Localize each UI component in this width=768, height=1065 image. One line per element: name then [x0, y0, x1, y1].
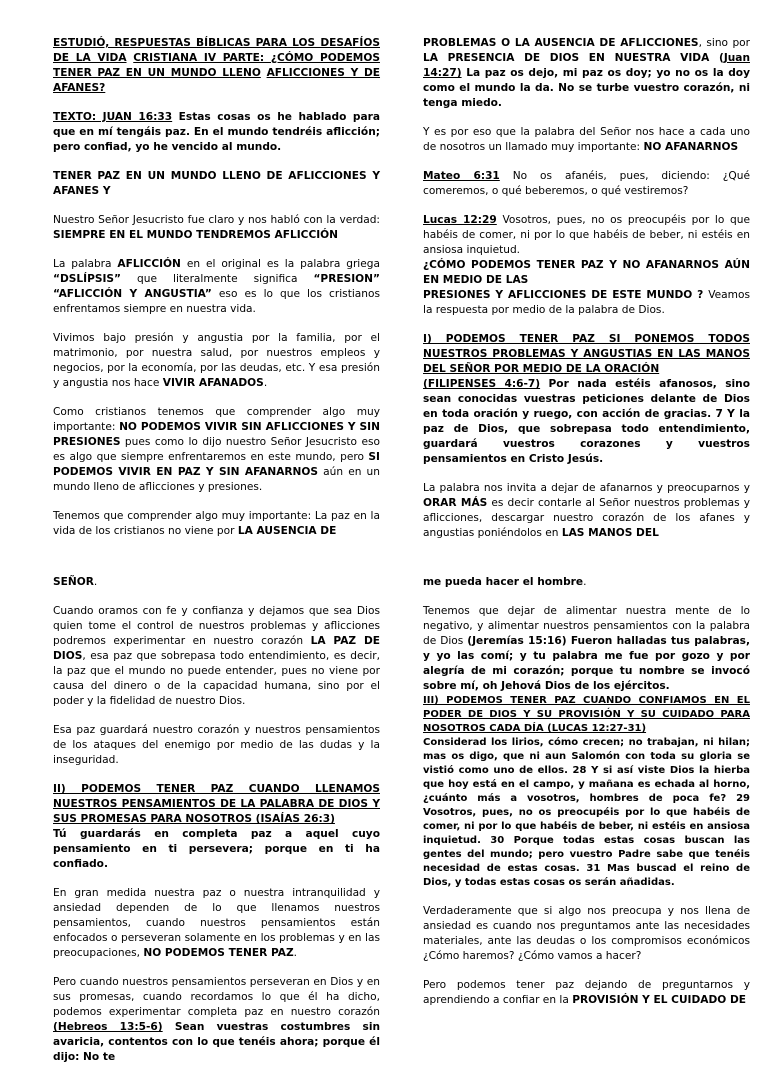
column-top-right: [423, 36, 750, 541]
question-heading: ¿CÓMO PODEMOS TENER PAZ Y NO AFANARNOS AÚN EN MEDIO DE LAS PRESIONES Y AFLICCIONES DE ESTE MUNDO ? Veamos la respuesta por medio de la palabra de Dios.: [423, 259, 750, 316]
section-heading-3: III) PODEMOS TENER PAZ CUANDO CONFIAMOS EN EL PODER DE DIOS Y SU PROVISIÓN Y SU CUIDADO PARA NOSOTROS CADA DÍA (LUCAS 12:27-31) Considerad los lirios, cómo crecen; no trabajan, ni hilan; mas os digo, que ni aun Salomón con toda su gloria se vistió como uno de ellos. 28 Y si así viste Dios la hierba que hoy está en el campo, y mañana es echada al horno, ¿cuánto más a vosotros, hombres de poca fe? 29 Vosotros, pues, no os preocupéis por lo que habéis de comer, ni por lo que habéis de beber, ni estéis en ansiosa inquietud. 30 Porque todas estas cosas buscan las gentes del mundo; pero vuestro Padre sabe que tenéis necesidad de estas cosas. 31 Mas buscad el reino de Dios, y todas estas cosas os serán añadidas.: [423, 695, 750, 888]
section-heading-2: II) PODEMOS TENER PAZ CUANDO LLENAMOS NUESTROS PENSAMIENTOS DE LA PALABRA DE DIOS Y SUS PROMESAS PARA NOSOTROS (ISAÍAS 26:3) Tú guardarás en completa paz a aquel cuyo pensamiento en ti persevera; porque en ti ha confiado.: [53, 783, 380, 870]
paragraph: Cuando oramos con fe y confianza y dejamos que sea Dios quien tome el control de nuestros problemas y aflicciones podremos experimentar en nuestro corazón LA PAZ DE DIOS, esa paz que sobrepasa todo entendimiento, es decir, la paz que el mundo no puede entender, pues no viene por causa del dinero o de la capacidad humana, sino por el poder y la fidelidad de nuestro Dios.: [53, 605, 380, 707]
key-text: TEXTO: JUAN 16:33 Estas cosas os he hablado para que en mí tengáis paz. En el mundo tendréis aflicción; pero confiad, yo he vencido al mundo.: [53, 111, 380, 153]
paragraph: Pero cuando nuestros pensamientos perseveran en Dios y en sus promesas, cuando recordamos lo que él ha dicho, podemos experimentar completa paz en nuestro corazón (Hebreos 13:5-6) Sean vuestras costumbres sin avaricia, contentos con lo que tenéis ahora; porque él dijo: No te: [53, 976, 380, 1063]
paragraph: Y es por eso que la palabra del Señor nos hace a cada uno de nosotros un llamado muy importante: NO AFANARNOS: [423, 126, 750, 153]
bible-verse: Mateo 6:31 No os afanéis, pues, diciendo: ¿Qué comeremos, o qué beberemos, o qué vestiremos?: [423, 170, 750, 197]
document-title: ESTUDIÓ, RESPUESTAS BÍBLICAS PARA LOS DESAFÍOS DE LA VIDA CRISTIANA IV PARTE: ¿CÓMO PODEMOS TENER PAZ EN UN MUNDO LLENO AFLICCIONES Y DE AFANES?: [53, 37, 381, 94]
paragraph: SEÑOR.: [53, 576, 98, 588]
paragraph: Pero podemos tener paz dejando de preguntarnos y aprendiendo a confiar en la PROVISIÓN Y EL CUIDADO DE: [423, 979, 750, 1006]
paragraph: me pueda hacer el hombre.: [423, 576, 587, 588]
paragraph: Tenemos que dejar de alimentar nuestra mente de lo negativo, y alimentar nuestros pensamientos con la palabra de Dios (Jeremías 15:16) Fueron halladas tus palabras, y yo las comí; y tu palabra me fue por gozo y por alegría de mi corazón; porque tu nombre se invocó sobre mí, oh Jehová Dios de los ejércitos.: [423, 605, 750, 692]
paragraph: Vivimos bajo presión y angustia por la familia, por el matrimonio, por nuestra salud, por nuestros empleos y negocios, por la economía, por las deudas, etc. Y esa presión y angustia nos hace VIVIR AFANADOS.: [53, 332, 380, 389]
paragraph: Verdaderamente que si algo nos preocupa y nos llena de ansiedad es cuando nos preguntamos ante las necesidades materiales, ante las deudas o los compromisos económicos ¿Cómo haremos? ¿Cómo vamos a hacer?: [423, 905, 750, 962]
section-subhead: TENER PAZ EN UN MUNDO LLENO DE AFLICCIONES Y AFANES Y: [53, 170, 380, 197]
paragraph: PROBLEMAS O LA AUSENCIA DE AFLICCIONES, sino por LA PRESENCIA DE DIOS EN NUESTRA VIDA (Juan 14:27) La paz os dejo, mi paz os doy; yo no os la doy como el mundo la da. No se turbe vuestro corazón, ni tenga miedo.: [423, 37, 751, 109]
column-bottom-left: [53, 575, 380, 1065]
bible-verse: Lucas 12:29 Vosotros, pues, no os preocupéis por lo que habéis de comer, ni por lo que habéis de beber, ni estéis en ansiosa inquietud.: [423, 214, 751, 256]
paragraph: Tenemos que comprender algo muy importante: La paz en la vida de los cristianos no viene por LA AUSENCIA DE: [53, 510, 380, 537]
paragraph: Esa paz guardará nuestro corazón y nuestros pensamientos de los ataques del enemigo por medio de las dudas y la inseguridad.: [53, 724, 380, 766]
paragraph: La palabra AFLICCIÓN en el original es la palabra griega “DSLÍPSIS” que literalmente significa “PRESION” “AFLICCIÓN Y ANGUSTIA” eso es lo que los cristianos enfrentamos siempre en nuestra vida.: [53, 258, 380, 315]
column-bottom-right: [423, 575, 750, 1008]
paragraph: En gran medida nuestra paz o nuestra intranquilidad y ansiedad dependen de lo que llenamos nuestros pensamientos, cuando nuestros pensamientos están enfocados o perseveran solamente en los problemas y en las preocupaciones, NO PODEMOS TENER PAZ.: [53, 887, 380, 959]
section-heading-1: I) PODEMOS TENER PAZ SI PONEMOS TODOS NUESTROS PROBLEMAS Y ANGUSTIAS EN LAS MANOS DEL SEÑOR POR MEDIO DE LA ORACIÓN (FILIPENSES 4:6-7) Por nada estéis afanosos, sino sean conocidas vuestras peticiones delante de Dios en toda oración y ruego, con acción de gracias. 7 Y la paz de Dios, que sobrepasa todo entendimiento, guardará vuestros corazones y vuestros pensamientos en Cristo Jesús.: [423, 333, 750, 465]
paragraph: Nuestro Señor Jesucristo fue claro y nos habló con la verdad: SIEMPRE EN EL MUNDO TENDREMOS AFLICCIÓN: [53, 214, 380, 241]
paragraph: Como cristianos tenemos que comprender algo muy importante: NO PODEMOS VIVIR SIN AFLICCIONES Y SIN PRESIONES pues como lo dijo nuestro Señor Jesucristo eso es algo que siempre enfrentaremos en este mundo, pero SI PODEMOS VIVIR EN PAZ Y SIN AFANARNOS aún en un mundo lleno de aflicciones y presiones.: [53, 406, 380, 493]
paragraph: La palabra nos invita a dejar de afanarnos y preocuparnos y ORAR MÁS es decir contarle al Señor nuestros problemas y aflicciones, descargar nuestro corazón de los afanes y angustias poniéndolos en LAS MANOS DEL: [423, 482, 750, 539]
column-top-left: [53, 36, 380, 539]
